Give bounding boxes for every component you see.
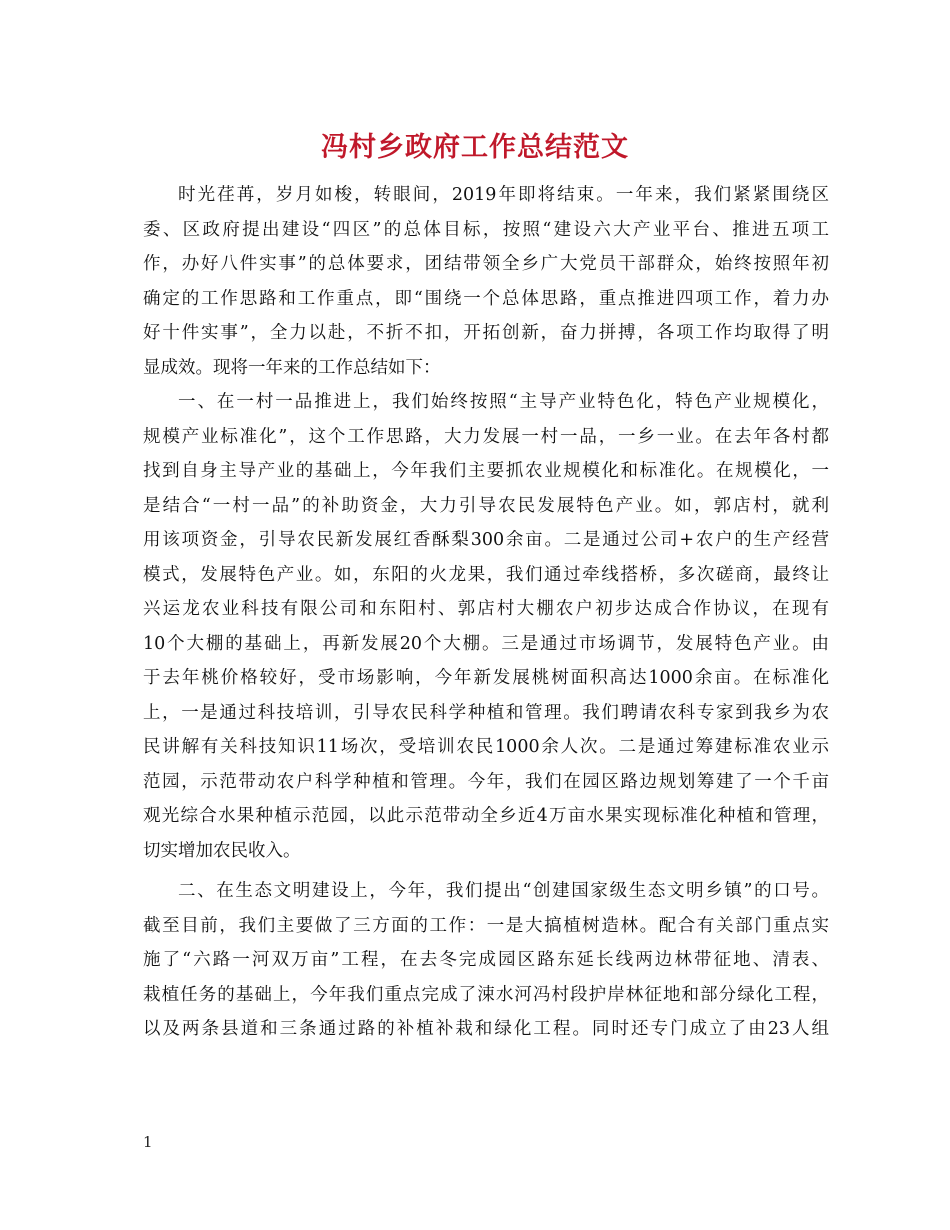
paragraph-1-line-2: 委、区政府提出建设“四区”的总体目标，按照“建设六大产业平台、推进五项工: [143, 219, 829, 240]
paragraph-2-line-9: 于去年桃价格较好，受市场影响，今年新发展桃树面积高达1000余亩。在标准化: [143, 668, 829, 688]
paragraph-1-line-6: 显成效。现将一年来的工作总结如下：: [143, 357, 441, 378]
paragraph-2-line-5: 用该项资金，引导农民新发展红香酥梨300余亩。二是通过公司+农户的生产经营: [143, 530, 829, 550]
paragraph-3-line-2: 截至目前，我们主要做了三方面的工作：一是大搞植树造林。配合有关部门重点实: [143, 915, 829, 936]
paragraph-2-line-3: 找到自身主导产业的基础上，今年我们主要抓农业规模化和标准化。在规模化，一: [143, 461, 829, 481]
paragraph-3-line-4: 栽植任务的基础上，今年我们重点完成了涑水河冯村段护岸林征地和部分绿化工程，: [143, 984, 829, 1005]
paragraph-2-line-8: 10个大棚的基础上，再新发展20个大棚。三是通过市场调节，发展特色产业。由: [143, 633, 829, 654]
paragraph-1-line-4: 确定的工作思路和工作重点，即“围绕一个总体思路，重点推进四项工作，着力办: [143, 288, 829, 309]
paragraph-2-line-2: 规模产业标准化”，这个工作思路，大力发展一村一品，一乡一业。在去年各村都: [143, 426, 829, 447]
paragraph-2-line-11: 民讲解有关科技知识11场次，受培训农民1000余人次。二是通过筹建标准农业示: [143, 737, 829, 757]
paragraph-2-line-7: 兴运龙农业科技有限公司和东阳村、郭店村大棚农户初步达成合作协议，在现有: [143, 599, 829, 619]
paragraph-2-line-6: 模式，发展特色产业。如，东阳的火龙果，我们通过牵线搭桥，多次磋商，最终让: [143, 564, 829, 585]
paragraph-1-line-5: 好十件实事”，全力以赴，不折不扣，开拓创新，奋力拼搏，各项工作均取得了明: [143, 323, 829, 343]
paragraph-3-line-5: 以及两条县道和三条通过路的补植补栽和绿化工程。同时还专门成立了由23人组: [143, 1019, 829, 1039]
paragraph-2-line-4: 是结合“一村一品”的补助资金，大力引导农民发展特色产业。如，郭店村，就利: [143, 495, 829, 516]
paragraph-3-line-1: 二、在生态文明建设上，今年，我们提出“创建国家级生态文明乡镇”的口号。: [178, 881, 829, 901]
paragraph-1-line-1: 时光荏苒，岁月如梭，转眼间，2019年即将结束。一年来，我们紧紧围绕区: [178, 185, 829, 205]
page-number: 1: [143, 1133, 153, 1151]
paragraph-3-line-3: 施了“六路一河双万亩”工程，在去冬完成园区路东延长线两边林带征地、清表、: [143, 950, 829, 970]
document-body: [143, 178, 829, 1047]
paragraph-2-line-13: 观光综合水果种植示范园，以此示范带动全乡近4万亩水果实现标准化种植和管理，: [143, 806, 829, 826]
paragraph-1-line-3: 作，办好八件实事”的总体要求，团结带领全乡广大党员干部群众，始终按照年初: [143, 254, 829, 274]
paragraph-2-line-1: 一、在一村一品推进上，我们始终按照“主导产业特色化，特色产业规模化，: [178, 392, 829, 412]
paragraph-2-line-10: 上，一是通过科技培训，引导农民科学种植和管理。我们聘请农科专家到我乡为农: [143, 702, 829, 723]
document-title: 冯村乡政府工作总结范文: [321, 132, 629, 163]
paragraph-2-line-12: 范园，示范带动农户科学种植和管理。今年，我们在园区路边规划筹建了一个千亩: [143, 771, 829, 792]
paragraph-2-line-14: 切实增加农民收入。: [143, 840, 301, 861]
